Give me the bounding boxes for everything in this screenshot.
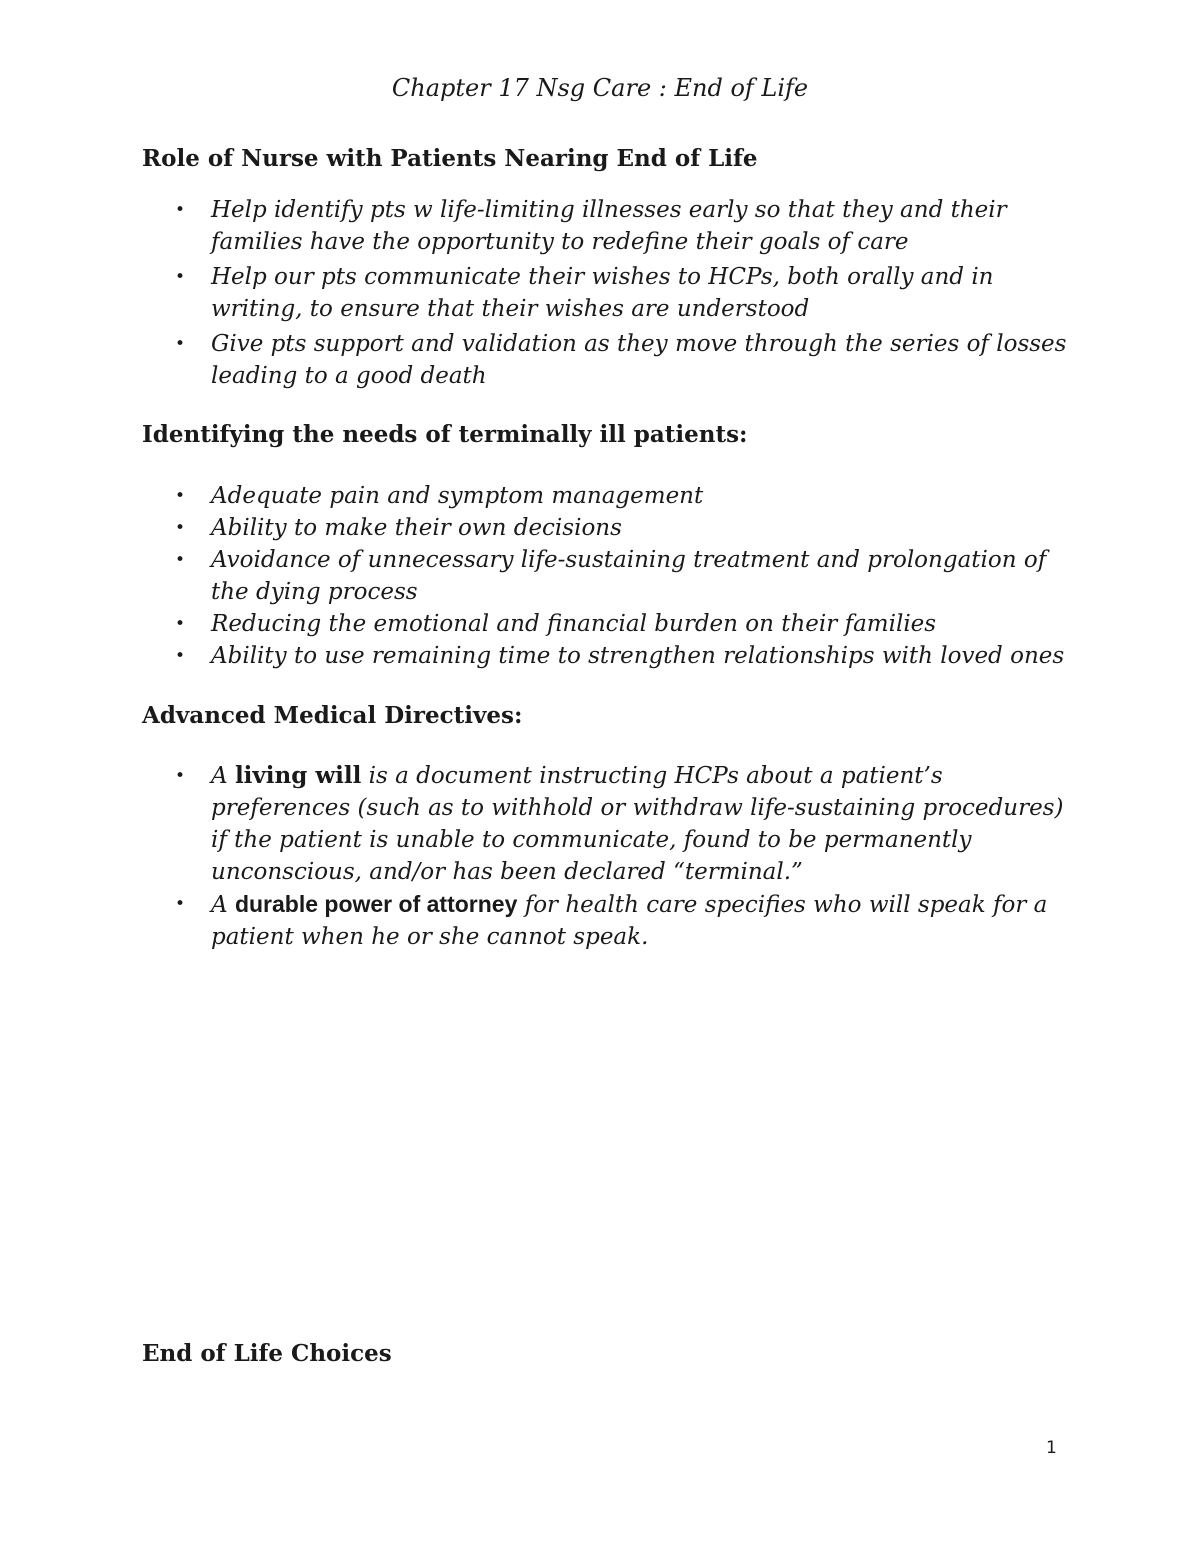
bullet-dot-icon: • [175,550,186,570]
list-item: • Adequate pain and symptom management [142,480,1072,512]
bullet-dot-icon: • [175,518,186,538]
bullet-dot-icon: • [175,766,186,786]
directives-list [142,760,1072,953]
section-heading-choices: End of Life Choices [142,1340,392,1367]
term-living-will: living will [234,762,362,789]
list-item: • Give pts support and validation as they move through the series of losses leading to a good death [142,328,1072,392]
list-item: • A durable power of attorney for health care specifies who will speak for a patient when he or she cannot speak. [142,888,1072,953]
bullet-dot-icon: • [175,486,186,506]
bullet-dot-icon: • [175,646,186,666]
bullet-dot-icon: • [175,614,186,634]
list-item: • Ability to use remaining time to strengthen relationships with loved ones [142,640,1072,672]
bullet-dot-icon: • [175,267,186,287]
needs-list [142,480,1072,672]
list-item: • A living will is a document instructing HCPs about a patient’s preferences (such as to withhold or withdraw life-sustaining procedures) if the patient is unable to communicate, found to be permanently unconscious, and/or has been declared “terminal.” [175,762,1064,885]
bullet-dot-icon: • [175,200,186,220]
role-list [142,194,1072,392]
section-heading-directives: Advanced Medical Directives: [142,702,523,729]
bullet-dot-icon: • [175,894,186,914]
list-item: • Avoidance of unnecessary life-sustaining treatment and prolongation of the dying process [142,544,1072,608]
page-title: Chapter 17 Nsg Care : End of Life [391,74,809,102]
section-heading-role: Role of Nurse with Patients Nearing End of Life [142,145,758,172]
section-heading-needs: Identifying the needs of terminally ill patients: [142,421,748,448]
page-number: 1 [1046,1438,1057,1458]
list-item: • Ability to make their own decisions [142,512,1072,544]
bullet-dot-icon: • [175,334,186,354]
term-durable-power-of-attorney: durable power of attorney [234,891,518,917]
list-item: • Reducing the emotional and financial burden on their families [142,608,1072,640]
list-item: • Help identify pts w life-limiting illnesses early so that they and their families have the opportunity to redefine their goals of care [142,194,1072,258]
list-item: • Help our pts communicate their wishes to HCPs, both orally and in writing, to ensure that their wishes are understood [142,261,1072,325]
